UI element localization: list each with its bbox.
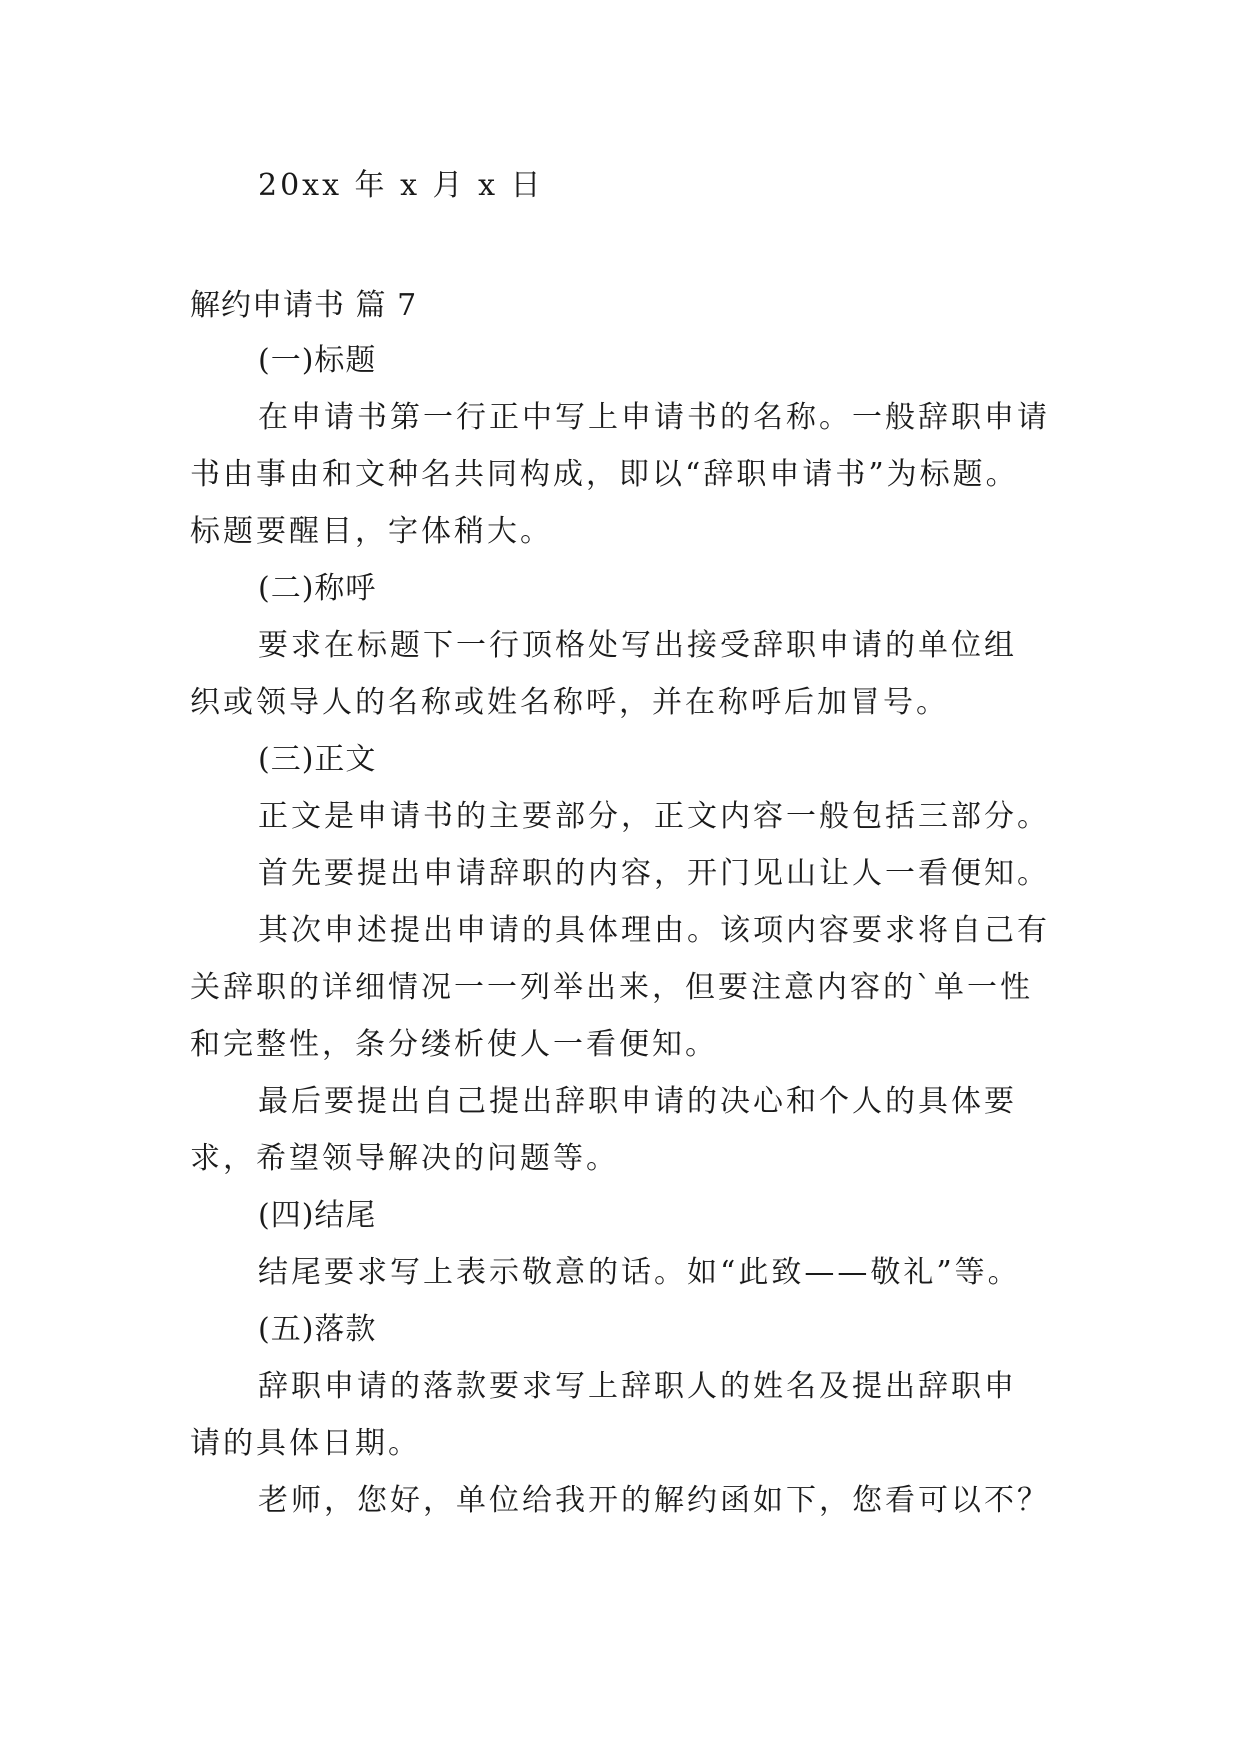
- paragraph-line: 其次申述提出申请的具体理由。该项内容要求将自己有: [258, 913, 1050, 948]
- heading-signature: (五)落款: [258, 1312, 377, 1347]
- heading-body: (三)正文: [258, 742, 377, 777]
- paragraph-line: 结尾要求写上表示敬意的话。如“此致——敬礼”等。: [258, 1255, 1021, 1290]
- paragraph-line: 书由事由和文种名共同构成，即以“辞职申请书”为标题。: [190, 457, 1019, 492]
- paragraph-line: 在申请书第一行正中写上申请书的名称。一般辞职申请: [258, 400, 1050, 435]
- paragraph-line: 标题要醒目，字体稍大。: [190, 514, 553, 549]
- paragraph-line: 老师，您好，单位给我开的解约函如下，您看可以不？: [258, 1483, 1050, 1518]
- section-title: 解约申请书 篇 7: [190, 288, 418, 323]
- paragraph-line: 首先要提出申请辞职的内容，开门见山让人一看便知。: [258, 856, 1050, 891]
- paragraph-line: 辞职申请的落款要求写上辞职人的姓名及提出辞职申: [258, 1369, 1017, 1404]
- paragraph-line: 最后要提出自己提出辞职申请的决心和个人的具体要: [258, 1084, 1017, 1119]
- heading-title: (一)标题: [258, 343, 377, 378]
- paragraph-line: 要求在标题下一行顶格处写出接受辞职申请的单位组: [258, 628, 1017, 663]
- date-line: 20xx 年 x 月 x 日: [258, 168, 544, 203]
- paragraph-line: 求，希望领导解决的问题等。: [190, 1141, 619, 1176]
- paragraph-line: 请的具体日期。: [190, 1426, 421, 1461]
- heading-salutation: (二)称呼: [258, 571, 377, 606]
- paragraph-line: 关辞职的详细情况一一列举出来，但要注意内容的`单一性: [190, 970, 1033, 1005]
- paragraph-line: 正文是申请书的主要部分，正文内容一般包括三部分。: [258, 799, 1050, 834]
- paragraph-line: 和完整性，条分缕析使人一看便知。: [190, 1027, 718, 1062]
- paragraph-line: 织或领导人的名称或姓名称呼，并在称呼后加冒号。: [190, 685, 949, 720]
- heading-closing: (四)结尾: [258, 1198, 377, 1233]
